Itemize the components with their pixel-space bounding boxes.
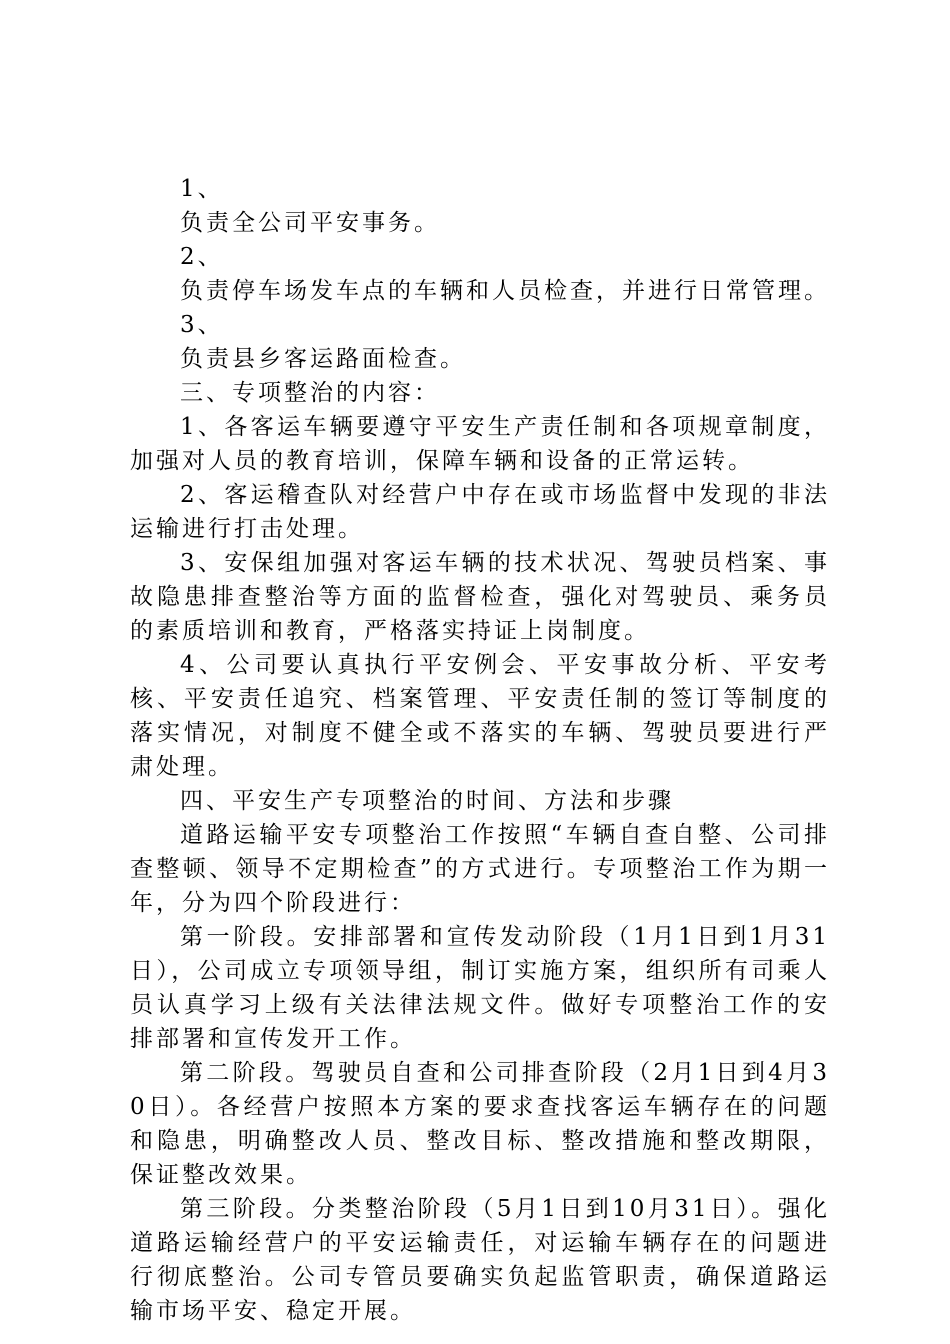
content-paragraph-3: 3、安保组加强对客运车辆的技术状况、驾驶员档案、事故隐患排查整治等方面的监督检查，强化对驾驶员、乘务员的素质培训和教育，严格落实持证上岗制度。	[130, 550, 830, 644]
stage-3-paragraph: 第三阶段。分类整治阶段（5月1日到10月31日）。强化道路运输经营户的平安运输责任，对运输车辆存在的问题进行彻底整治。公司专管员要确实负起监管职责，确保道路运输市场平安、稳定开展。	[130, 1196, 830, 1324]
section-heading-4: 四、平安生产专项整治的时间、方法和步骤	[180, 788, 674, 814]
item-number-3: 3、	[180, 312, 224, 338]
stage-2-paragraph: 第二阶段。驾驶员自查和公司排查阶段（2月1日到4月30日）。各经营户按照本方案的要求查找客运车辆存在的问题和隐患，明确整改人员、整改目标、整改措施和整改期限，保证整改效果。	[130, 1060, 830, 1188]
section-heading-3: 三、专项整治的内容：	[180, 380, 440, 406]
document-body	[130, 172, 830, 1328]
item-text-2: 负责停车场发车点的车辆和人员检查，并进行日常管理。	[180, 278, 830, 304]
item-number-2: 2、	[180, 244, 224, 270]
method-paragraph: 道路运输平安专项整治工作按照“车辆自查自整、公司排查整顿、领导不定期检查”的方式进行。专项整治工作为期一年，分为四个阶段进行：	[130, 822, 830, 916]
content-paragraph-4: 4、公司要认真执行平安例会、平安事故分析、平安考核、平安责任追究、档案管理、平安责任制的签订等制度的落实情况，对制度不健全或不落实的车辆、驾驶员要进行严肃处理。	[130, 652, 830, 780]
item-text-3: 负责县乡客运路面检查。	[180, 346, 466, 372]
content-paragraph-1: 1、各客运车辆要遵守平安生产责任制和各项规章制度，加强对人员的教育培训，保障车辆和设备的正常运转。	[130, 414, 830, 474]
stage-1-paragraph: 第一阶段。安排部署和宣传发动阶段（1月1日到1月31日），公司成立专项领导组，制订实施方案，组织所有司乘人员认真学习上级有关法律法规文件。做好专项整治工作的安排部署和宣传发开工作。	[130, 924, 830, 1052]
content-paragraph-2: 2、客运稽查队对经营户中存在或市场监督中发现的非法运输进行打击处理。	[130, 482, 830, 542]
item-text-1: 负责全公司平安事务。	[180, 210, 440, 236]
item-number-1: 1、	[180, 176, 224, 202]
